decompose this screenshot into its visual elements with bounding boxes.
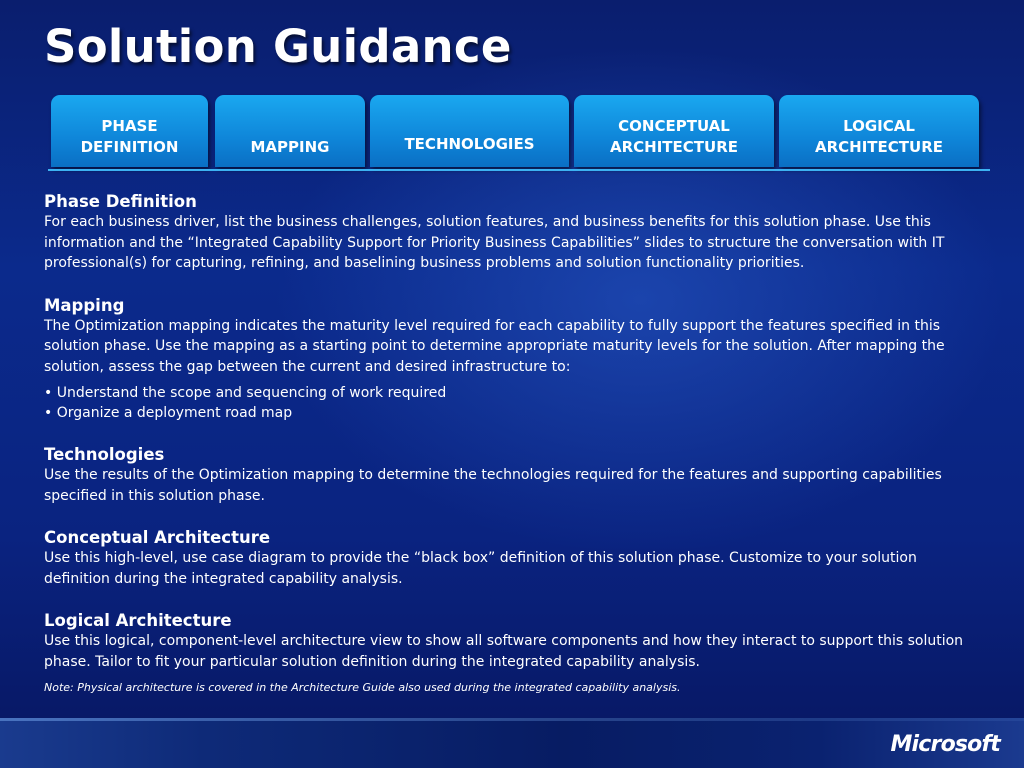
footer-bar	[0, 718, 1024, 768]
tab-phase-definition[interactable]	[51, 95, 208, 167]
bullet-list	[44, 383, 964, 423]
tab-logical-architecture[interactable]	[779, 95, 979, 167]
section-logical-architecture	[44, 610, 964, 672]
page-title: Solution Guidance	[44, 20, 512, 73]
tab-mapping[interactable]	[215, 95, 365, 167]
section-mapping	[44, 295, 964, 424]
section-heading: Technologies	[44, 445, 165, 464]
tab-conceptual-architecture[interactable]	[574, 95, 774, 167]
section-body: For each business driver, list the business challenges, solution features, and business benefits for this solution phase. Use this information and the “Integrated Capability Support for Priority Business Capabilities” slides to structure the conversation with IT professional(s) for capturing, refining, and baselining business problems and solution functionality priorities.	[44, 214, 945, 271]
section-body: The Optimization mapping indicates the maturity level required for each capability to fully support the features specified in this solution phase. Use the mapping as a starting point to determine appropriate maturity levels for the solution. After mapping the solution, assess the gap between the current and desired infrastructure to:	[44, 317, 945, 375]
section-heading: Conceptual Architecture	[44, 528, 271, 547]
content-area	[44, 191, 964, 705]
section-heading: Phase Definition	[44, 192, 197, 211]
section-technologies	[44, 444, 964, 506]
tab-label: CONCEPTUAL ARCHITECTURE	[610, 117, 738, 156]
tab-underline	[48, 169, 990, 171]
tab-technologies[interactable]	[370, 95, 569, 167]
microsoft-logo: Microsoft	[890, 732, 1000, 757]
section-heading: Logical Architecture	[44, 611, 232, 630]
section-body: Use the results of the Optimization mapping to determine the technologies required for the features and supporting capabilities specified in this solution phase.	[44, 467, 942, 504]
footer-highlight	[0, 718, 1024, 721]
bullet-item: • Organize a deployment road map	[44, 403, 964, 423]
footnote: Note: Physical architecture is covered in the Architecture Guide also used during the integrated capability analysis.	[44, 681, 681, 694]
section-body: Use this high-level, use case diagram to provide the “black box” definition of this solution phase. Customize to your solution definition during the integrated capability analysis.	[44, 550, 917, 587]
section-heading: Mapping	[44, 295, 125, 315]
tab-bar	[48, 95, 990, 171]
section-body: Use this logical, component-level architecture view to show all software components and how they interact to support this solution phase. Tailor to fit your particular solution definition during the integrated capability analysis.	[44, 633, 964, 670]
section-conceptual-architecture	[44, 527, 964, 589]
tab-label: MAPPING	[250, 138, 330, 156]
tab-label: TECHNOLOGIES	[404, 135, 535, 153]
section-phase-definition	[44, 191, 964, 274]
bullet-item: • Understand the scope and sequencing of work required	[44, 383, 964, 403]
tab-label: PHASE DEFINITION	[80, 117, 179, 156]
tab-label: LOGICAL ARCHITECTURE	[815, 117, 943, 156]
